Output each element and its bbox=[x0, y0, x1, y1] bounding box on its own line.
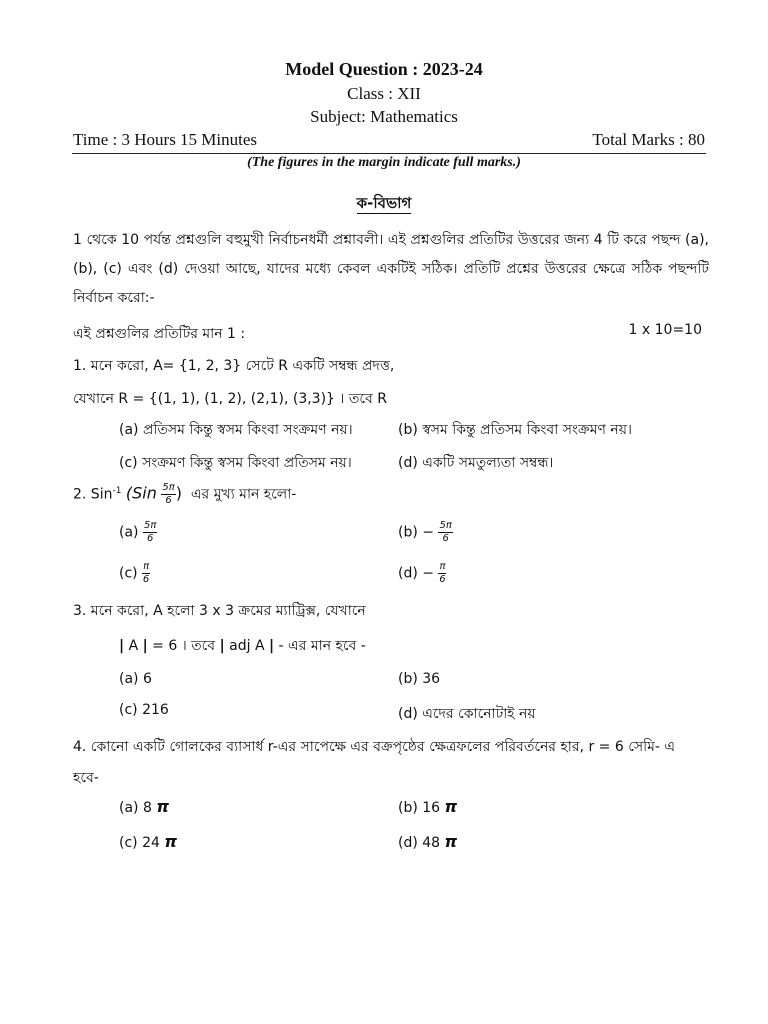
q3-option-b: (b) 36 bbox=[398, 671, 441, 687]
q2-a-label: (a) bbox=[119, 524, 139, 541]
q1-option-c: (c) সংক্রমণ কিন্তু স্বসম কিংবা প্রতিসম নয়। bbox=[119, 455, 352, 471]
q4-a-pi: π bbox=[156, 797, 169, 816]
q2-d-fraction bbox=[438, 561, 446, 586]
adj-bar-left: | bbox=[219, 638, 225, 654]
q2-den: 6 bbox=[165, 495, 172, 506]
q4-option-d bbox=[398, 832, 457, 851]
q3-option-c: (c) 216 bbox=[119, 702, 169, 718]
q2-sup: -1 bbox=[112, 485, 122, 496]
q2-close: ) bbox=[175, 483, 182, 503]
q2-d-den: 6 bbox=[439, 574, 446, 585]
q2-a-num: 5π bbox=[143, 520, 157, 531]
q1-line2: যেখানে R = {(1, 1), (1, 2), (2,1), (3,3)} । তবে R bbox=[73, 391, 387, 407]
q2-num: 5π bbox=[162, 482, 175, 493]
det-bar-left: | bbox=[119, 638, 125, 654]
time-line: Time : 3 Hours 15 Minutes bbox=[73, 130, 258, 149]
q2-c-fraction bbox=[142, 561, 150, 586]
class-line: Class : XII bbox=[347, 84, 421, 103]
det-bar-right: | bbox=[142, 638, 148, 654]
section-instructions: 1 থেকে 10 পর্যন্ত প্রশ্নগুলি বহুমুখী নির্বাচনধর্মী প্রশ্নাবলী। এই প্রশ্নগুলির প্রতিটির উত্তরের জন্য 4 টি করে পছন্দ (a), (b), (c) এবং (d) দেওয়া আছে, যাদের মধ্যে কেবল একটিই সঠিক। প্রতিটি প্রশ্নের উত্তরের ক্ষেত্রে সঠিক পছন্দটি নির্বাচন করো:- bbox=[73, 232, 709, 306]
q3-line1: 3. মনে করো, A হলো 3 x 3 ক্রমের ম্যাট্রিক্স, যেখানে bbox=[73, 603, 366, 619]
q2-c-den: 6 bbox=[142, 574, 150, 585]
q2-fraction bbox=[161, 482, 175, 507]
q4-d-pi: π bbox=[444, 832, 458, 851]
q2-d-label: (d) − bbox=[398, 565, 434, 582]
q2-a-den: 6 bbox=[146, 533, 154, 544]
q3-line2 bbox=[119, 634, 366, 658]
q4-b-pi: π bbox=[444, 797, 458, 816]
q4-a-text: (a) 8 bbox=[119, 800, 152, 816]
q1-option-a: (a) প্রতিসম কিন্তু স্বসম কিংবা সংক্রমণ নয়। bbox=[119, 422, 353, 438]
q4-line2: হবে- bbox=[73, 770, 99, 786]
q2-b-fraction bbox=[438, 520, 452, 545]
margin-note: (The figures in the margin indicate full marks.) bbox=[247, 155, 521, 170]
q2-option-b bbox=[398, 520, 453, 545]
q2-suffix: এর মুখ্য মান হলো- bbox=[190, 486, 297, 503]
q2-d-num: π bbox=[439, 561, 446, 572]
subject-line: Subject: Mathematics bbox=[310, 107, 458, 126]
q2-option-a bbox=[119, 520, 157, 545]
q2-c-num: π bbox=[143, 561, 150, 572]
section-title bbox=[0, 192, 768, 217]
q2-stem bbox=[73, 482, 296, 507]
q3-eq: = 6 । তবে bbox=[147, 638, 220, 654]
q4-line1: 4. কোনো একটি গোলকের ব্যাসার্ধ r-এর সাপেক্ষে এর বক্রপৃষ্ঠের ক্ষেত্রফলের পরিবর্তনের হার, r = 6 সেমি- এ bbox=[73, 739, 676, 755]
q3-adj: adj A bbox=[224, 638, 269, 654]
q4-b-text: (b) 16 bbox=[398, 800, 441, 816]
marks-label: এই প্রশ্নগুলির প্রতিটির মান 1 : bbox=[73, 326, 246, 342]
q2-a-fraction bbox=[143, 520, 157, 545]
marks-value: 1 x 10=10 bbox=[628, 322, 702, 338]
q2-option-d bbox=[398, 561, 446, 586]
q4-c-text: (c) 24 bbox=[119, 835, 160, 851]
q2-b-num: 5π bbox=[439, 520, 452, 531]
q2-b-den: 6 bbox=[442, 533, 449, 544]
q4-option-c bbox=[119, 832, 177, 851]
q4-d-text: (d) 48 bbox=[398, 835, 441, 851]
q4-c-pi: π bbox=[164, 832, 177, 851]
q2-option-c bbox=[119, 561, 150, 586]
q2-c-label: (c) bbox=[119, 565, 138, 582]
q1-line1: 1. মনে করো, A= {1, 2, 3} সেটে R একটি সম্বন্ধ প্রদত্ত, bbox=[73, 358, 395, 374]
q4-option-a bbox=[119, 797, 169, 816]
q3-option-d: (d) এদের কোনোটাই নয় bbox=[398, 706, 536, 722]
paper-title: Model Question : 2023-24 bbox=[285, 59, 483, 79]
q3-option-a: (a) 6 bbox=[119, 671, 152, 687]
q3-tail: - এর মান হবে - bbox=[274, 638, 366, 654]
q3-det-a: A bbox=[124, 638, 143, 654]
q2-b-label: (b) − bbox=[398, 524, 434, 541]
q2-prefix: 2. Sin bbox=[73, 486, 113, 503]
section-title-text: ক-বিভাগ bbox=[356, 194, 412, 212]
adj-bar-right: | bbox=[268, 638, 275, 654]
total-marks: Total Marks : 80 bbox=[592, 130, 705, 149]
q1-option-b: (b) স্বসম কিন্তু প্রতিসম কিংবা সংক্রমণ নয়। bbox=[398, 422, 632, 438]
header-divider bbox=[72, 153, 706, 154]
q4-option-b bbox=[398, 797, 457, 816]
q1-option-d: (d) একটি সমতুল্যতা সম্বন্ধ। bbox=[398, 455, 554, 471]
q2-func: (Sin bbox=[125, 483, 157, 503]
